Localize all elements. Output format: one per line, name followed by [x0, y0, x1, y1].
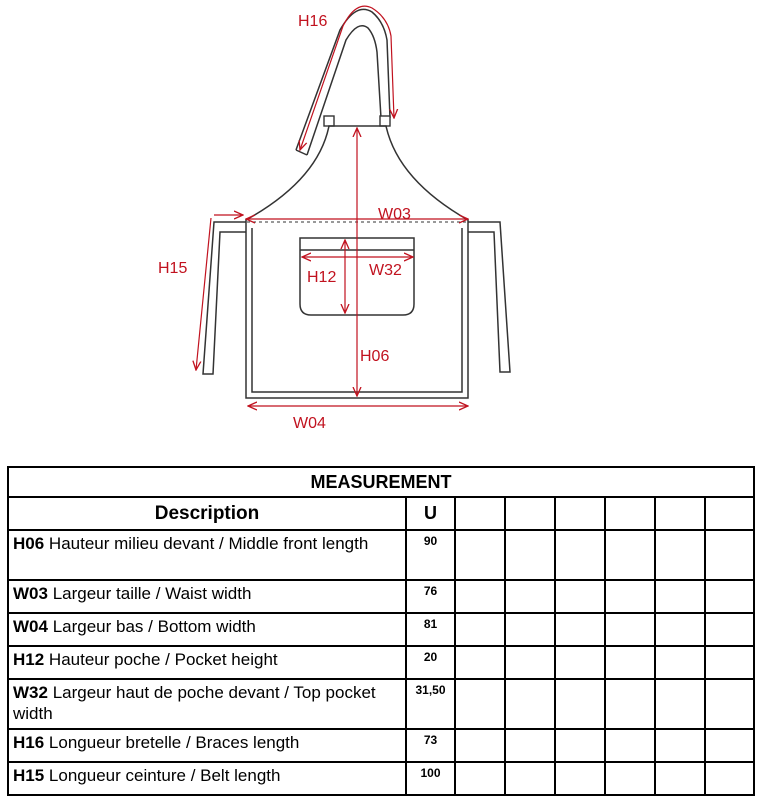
table-row [8, 530, 754, 580]
dimension-lines [196, 6, 468, 406]
header-size-u: U [406, 497, 455, 530]
empty-cell [705, 679, 754, 729]
empty-cell [655, 679, 705, 729]
row-label: Largeur taille / Waist width [52, 584, 252, 603]
empty-cell [555, 613, 605, 646]
empty-cell [455, 497, 505, 530]
empty-cell [705, 497, 754, 530]
empty-cell [555, 580, 605, 613]
empty-cell [455, 613, 505, 646]
row-description [8, 762, 406, 795]
empty-cell [655, 613, 705, 646]
empty-cell [605, 679, 655, 729]
row-code: H12 [13, 650, 45, 669]
row-code: H15 [13, 766, 45, 785]
row-value: 20 [406, 646, 455, 679]
label-h15: H15 [158, 260, 188, 277]
empty-cell [605, 530, 655, 580]
row-value: 76 [406, 580, 455, 613]
empty-cell [455, 762, 505, 795]
empty-cell [605, 729, 655, 762]
empty-cell [655, 646, 705, 679]
empty-cell [705, 613, 754, 646]
table-row [8, 762, 754, 795]
table-title: MEASUREMENT [8, 467, 754, 497]
empty-cell [705, 530, 754, 580]
table-row [8, 729, 754, 762]
empty-cell [555, 646, 605, 679]
empty-cell [605, 580, 655, 613]
empty-cell [505, 613, 555, 646]
row-label: Longueur bretelle / Braces length [48, 733, 300, 752]
label-w03: W03 [378, 206, 411, 223]
row-description [8, 679, 406, 729]
label-h16: H16 [298, 13, 328, 30]
empty-cell [555, 679, 605, 729]
row-value: 90 [406, 530, 455, 580]
empty-cell [605, 646, 655, 679]
strap-buckles [324, 116, 390, 126]
empty-cell [705, 646, 754, 679]
empty-cell [555, 762, 605, 795]
label-h06: H06 [360, 348, 390, 365]
empty-cell [505, 679, 555, 729]
belt-left [203, 222, 246, 374]
empty-cell [705, 580, 754, 613]
header-description: Description [8, 497, 406, 530]
row-code: W04 [13, 617, 48, 636]
row-label: Largeur haut de poche devant / Top pocket width [13, 683, 376, 723]
row-description [8, 646, 406, 679]
row-label: Hauteur milieu devant / Middle front length [48, 534, 369, 553]
label-w32: W32 [369, 262, 402, 279]
empty-cell [655, 580, 705, 613]
empty-cell [505, 729, 555, 762]
empty-cell [505, 530, 555, 580]
empty-cell [455, 646, 505, 679]
empty-cell [455, 729, 505, 762]
table-row [8, 613, 754, 646]
row-description [8, 530, 406, 580]
row-code: H16 [13, 733, 45, 752]
empty-cell [605, 613, 655, 646]
empty-cell [505, 646, 555, 679]
row-value: 100 [406, 762, 455, 795]
row-label: Hauteur poche / Pocket height [48, 650, 278, 669]
empty-cell [655, 762, 705, 795]
empty-cell [505, 497, 555, 530]
empty-cell [455, 530, 505, 580]
empty-cell [705, 729, 754, 762]
empty-cell [555, 497, 605, 530]
row-value: 31,50 [406, 679, 455, 729]
empty-cell [655, 729, 705, 762]
row-label: Largeur bas / Bottom width [52, 617, 256, 636]
measurement-table [7, 466, 755, 796]
row-description [8, 729, 406, 762]
row-value: 81 [406, 613, 455, 646]
empty-cell [655, 530, 705, 580]
table-row [8, 646, 754, 679]
label-w04: W04 [293, 415, 326, 432]
empty-cell [505, 762, 555, 795]
empty-cell [555, 530, 605, 580]
belt-right [468, 222, 510, 372]
empty-cell [705, 762, 754, 795]
row-code: W32 [13, 683, 48, 702]
row-description [8, 580, 406, 613]
empty-cell [455, 580, 505, 613]
label-h12: H12 [307, 269, 337, 286]
empty-cell [605, 762, 655, 795]
empty-cell [555, 729, 605, 762]
empty-cell [655, 497, 705, 530]
row-label: Longueur ceinture / Belt length [48, 766, 281, 785]
table-row [8, 679, 754, 729]
row-code: H06 [13, 534, 45, 553]
empty-cell [455, 679, 505, 729]
empty-cell [605, 497, 655, 530]
row-value: 73 [406, 729, 455, 762]
neck-strap [296, 9, 390, 155]
table-row [8, 580, 754, 613]
empty-cell [505, 580, 555, 613]
row-code: W03 [13, 584, 48, 603]
row-description [8, 613, 406, 646]
